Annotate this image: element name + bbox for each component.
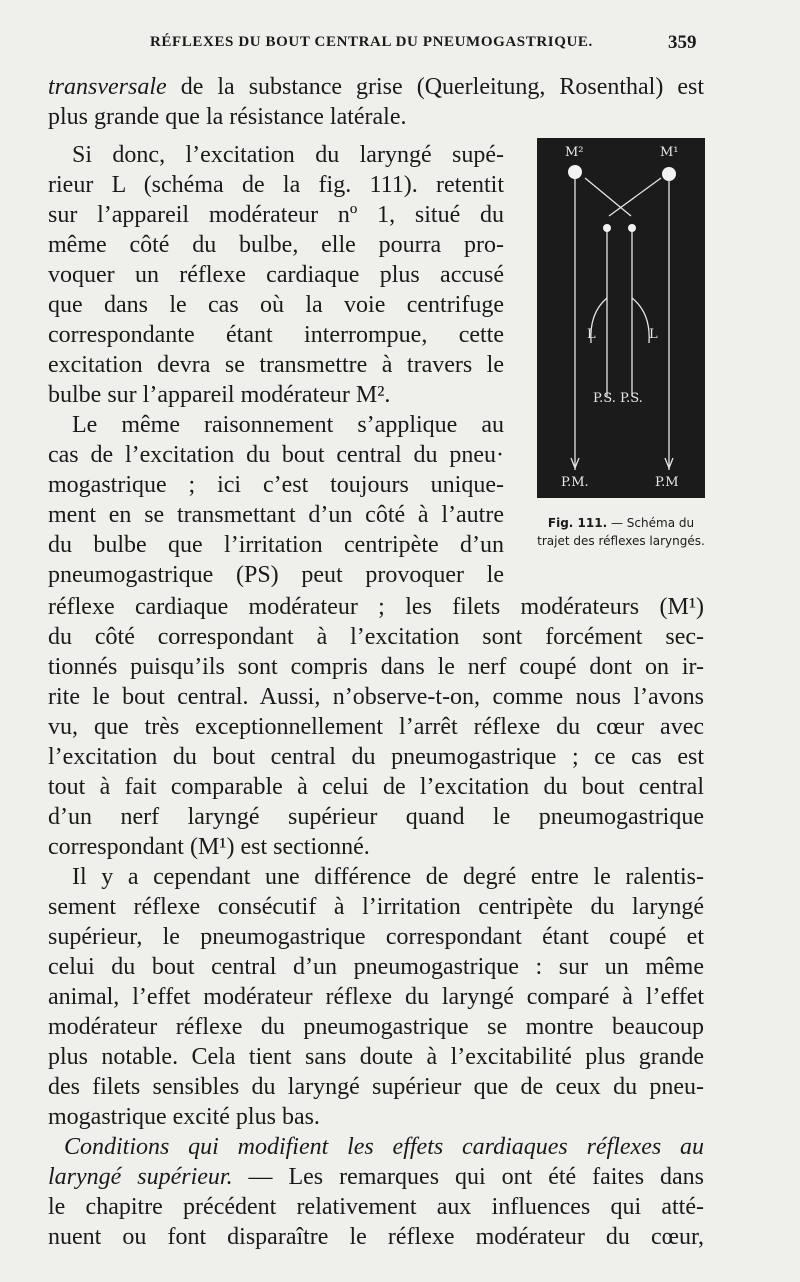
text-line: modérateur réflexe du pneumogastrique se montre beaucoup: [48, 1014, 704, 1040]
text-line: d’un nerf laryngé supérieur quand le pneumogastrique: [48, 804, 704, 830]
right-l-branch: [632, 298, 649, 343]
text-line: pneumogastrique (PS) peut provoquer le: [48, 562, 504, 588]
text-line: correspondante étant interrompue, cette: [48, 322, 504, 348]
text-line: [48, 1162, 704, 1192]
label-m2: M²: [565, 145, 584, 160]
text-line: correspondant (M¹) est sectionné.: [48, 834, 370, 860]
caption-text: — Schéma du trajet des réflexes laryngés.: [537, 516, 705, 548]
text-line: mogastrique ; ici c’est toujours unique-: [48, 472, 504, 498]
figure-111-schema: [537, 138, 705, 498]
m1-neuron: [662, 167, 676, 181]
section-heading-line-2: laryngé supérieur.: [48, 1164, 233, 1190]
text-line: ment en se transmettant d’un côté à l’autre: [48, 502, 504, 528]
running-head: RÉFLEXES DU BOUT CENTRAL DU PNEUMOGASTRIQUE.: [150, 34, 593, 50]
text-line: que dans le cas où la voie centrifuge: [48, 292, 504, 318]
text-line: tout à fait comparable à celui de l’excitation du bout central: [48, 774, 704, 800]
text-line: [48, 72, 704, 102]
text-line: excitation devra se transmettre à travers le: [48, 352, 504, 378]
crossing-line-1: [585, 178, 631, 216]
text-line: plus grande que la résistance latérale.: [48, 104, 407, 130]
text-line: celui du bout central d’un pneumogastrique : sur un même: [48, 954, 704, 980]
label-ps: P.S. P.S.: [593, 391, 643, 406]
text-line: du côté correspondant à l’excitation sont forcément sec-: [48, 624, 704, 650]
text-line: même côté du bulbe, elle pourra pro-: [48, 232, 504, 258]
text-span: de la substance grise (Querleitung, Rosenthal) est: [180, 74, 705, 100]
text-span: — Les remarques qui ont été faites dans: [248, 1164, 705, 1190]
text-line: tionnés puisqu’ils sont compris dans le nerf coupé dont on ir-: [48, 654, 704, 680]
text-line: sur l’appareil modérateur nº 1, situé du: [48, 202, 504, 228]
m2-neuron: [568, 165, 582, 179]
text-line: des filets sensibles du laryngé supérieur que de ceux du pneu-: [48, 1074, 704, 1100]
text-line: Il y a cependant une différence de degré entre le ralentis-: [72, 864, 704, 890]
text-line: voquer un réflexe cardiaque plus accusé: [48, 262, 504, 288]
text-line: rite le bout central. Aussi, n’observe-t-on, comme nous l’avons: [48, 684, 704, 710]
left-small-neuron: [603, 224, 611, 232]
reflex-schema-diagram: [537, 138, 705, 498]
label-m1: M¹: [660, 145, 679, 160]
caption-number: Fig. 111.: [547, 516, 608, 530]
text-line: rieur L (schéma de la fig. 111). retentit: [48, 172, 504, 198]
crossing-line-2: [609, 178, 661, 216]
text-line: réflexe cardiaque modérateur ; les filets modérateurs (M¹): [48, 594, 704, 620]
italic-word: transversale: [48, 74, 167, 100]
section-heading-line-1: Conditions qui modifient les effets cardiaques réflexes au: [64, 1134, 704, 1160]
text-line: mogastrique excité plus bas.: [48, 1104, 320, 1130]
label-pm-left: P.M.: [561, 475, 589, 490]
label-l-left: L: [587, 327, 596, 342]
text-line: du bulbe que l’irritation centripète d’un: [48, 532, 504, 558]
text-line: sement réflexe consécutif à l’irritation centripète du laryngé: [48, 894, 704, 920]
text-line: nuent ou font disparaître le réflexe modérateur du cœur,: [48, 1224, 704, 1250]
text-line: vu, que très exceptionnellement l’arrêt réflexe du cœur avec: [48, 714, 704, 740]
right-small-neuron: [628, 224, 636, 232]
text-line: animal, l’effet modérateur réflexe du laryngé comparé à l’effet: [48, 984, 704, 1010]
text-line: le chapitre précédent relativement aux influences qui atté-: [48, 1194, 704, 1220]
text-line: cas de l’excitation du bout central du pneu·: [48, 442, 504, 468]
label-l-right: L: [649, 327, 658, 342]
figure-caption: [537, 514, 705, 550]
page-number: 359: [668, 32, 697, 53]
text-line: l’excitation du bout central du pneumogastrique ; ce cas est: [48, 744, 704, 770]
text-line: Le même raisonnement s’applique au: [72, 412, 504, 438]
text-line: supérieur, le pneumogastrique correspondant étant coupé et: [48, 924, 704, 950]
text-line: plus notable. Cela tient sans doute à l’excitabilité plus grande: [48, 1044, 704, 1070]
text-line: bulbe sur l’appareil modérateur M².: [48, 382, 391, 408]
text-line: Si donc, l’excitation du laryngé supé-: [72, 142, 504, 168]
label-pm-right: P.M: [655, 475, 679, 490]
